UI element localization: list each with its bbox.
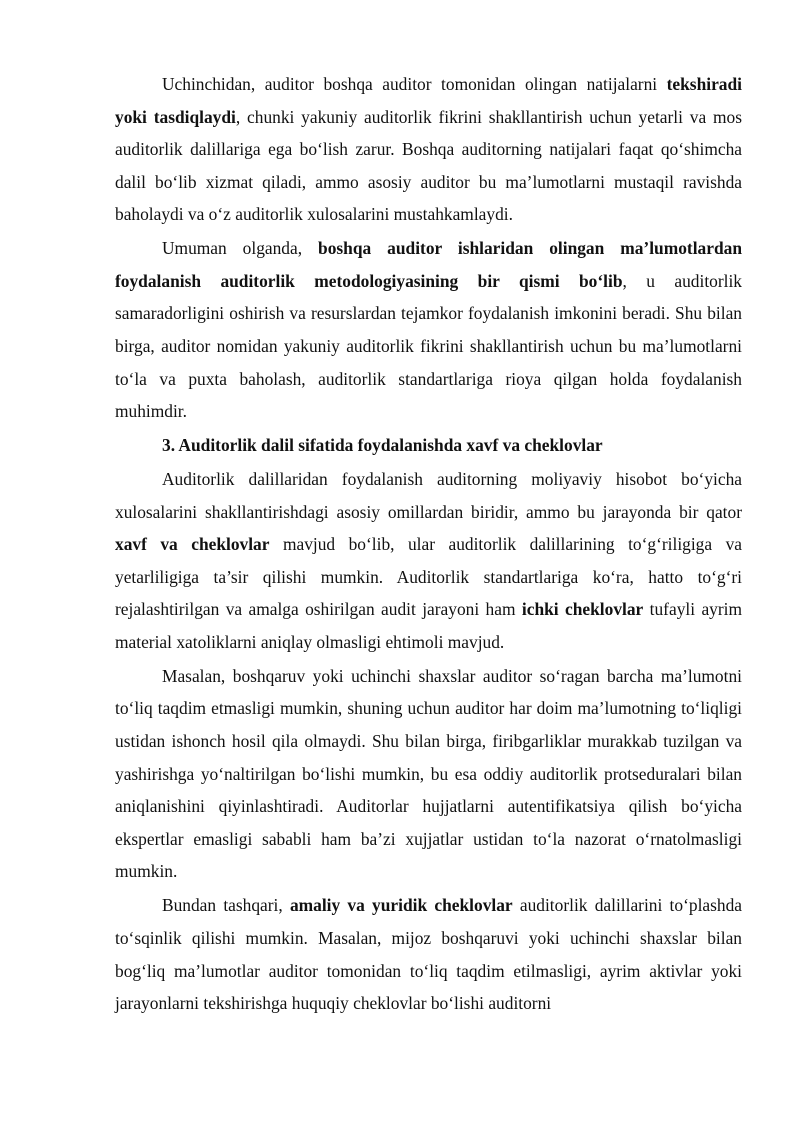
bold-text-segment: ichki cheklovlar xyxy=(521,599,644,620)
bold-text-segment: xavf va cheklovlar xyxy=(115,534,270,555)
text-segment: Umuman olganda, xyxy=(162,238,319,259)
text-segment: Uchinchidan, auditor boshqa auditor tomonidan olingan natijalarni xyxy=(162,74,667,94)
text-segment: , u auditorlik samaradorligini oshirish va resurslardan tejamkor foydalanish imkonini beradi. Shu bilan birga, auditor nomidan yakuniy auditorlik fikrini shakllantirish uchun bu ma’lumotlarni to‘la va puxta baholash, auditorlik standartlariga rioya qilgan holda foydalanish muhimdir. xyxy=(115,270,742,422)
paragraph-4 xyxy=(115,660,742,888)
document-page xyxy=(115,68,742,1021)
text-segment: mavjud bo‘lib, ular auditorlik dalillarining to‘g‘riligiga va yetarliligiga ta’sir qilishi mumkin. Auditorlik standartlariga ko‘ra, hatto to‘g‘ri rejalashtirilgan va amalga oshirilgan audit jarayoni ham xyxy=(115,534,742,620)
text-segment: tufayli ayrim material xatoliklarni aniqlay olmasligi ehtimoli mavjud. xyxy=(115,599,743,652)
bold-text-segment: amaliy va yuridik cheklovlar xyxy=(289,895,513,916)
text-segment: auditorlik dalillarini to‘plashda to‘sqinlik qilishi mumkin. Masalan, mijoz boshqaruvi yoki uchinchi shaxslar bilan bog‘liq ma’lumotlar auditor tomonidan to‘liq taqdim etilmasligi, ayrim aktivlar yoki jarayonlarni tekshirishga huquqiy cheklovlar bo‘lishi auditorni xyxy=(115,895,743,1014)
text-segment: Auditorlik dalillaridan foydalanish auditorning moliyaviy hisobot bo‘yicha xulosalarini shakllantirishdagi asosiy omillardan biridir, ammo bu jarayonda bir qator xyxy=(115,469,742,522)
bold-text-segment: tekshiradi yoki tasdiqlaydi xyxy=(115,74,742,127)
section-heading: 3. Auditorlik dalil sifatida foydalanishda xavf va cheklovlar xyxy=(162,435,603,456)
paragraph-1 xyxy=(115,68,742,231)
paragraph-5 xyxy=(115,889,742,1019)
bold-text-segment: boshqa auditor ishlaridan olingan ma’lumotlardan foydalanish auditorlik metodologiyasining bir qismi bo‘lib xyxy=(115,238,742,291)
paragraph-2 xyxy=(115,232,742,428)
text-segment: Masalan, boshqaruv yoki uchinchi shaxslar auditor so‘ragan barcha ma’lumotni to‘liq taqdim etmasligi mumkin, shuning uchun auditor har doim ma’lumotning to‘liqligi ustidan ishonch hosil qila olmaydi. Shu bilan birga, firibgarliklar murakkab tuzilgan va yashirishga yo‘naltirilgan bo‘lishi mumkin, bu esa oddiy auditorlik protseduralari bilan aniqlanishini qiyinlashtiradi. Auditorlar hujjatlarni autentifikatsiya qilish bo‘yicha ekspertlar emasligi sababli ham ba’zi xujjatlar ustidan to‘la nazorat o‘rnatolmasligi mumkin. xyxy=(115,665,742,882)
text-segment: , chunki yakuniy auditorlik fikrini shakllantirish uchun yetarli va mos auditorlik dalillariga ega bo‘lish zarur. Boshqa auditorning natijalari faqat qo‘shimcha dalil bo‘lib xizmat qiladi, ammo asosiy auditor bu ma’lumotlarni mustaqil ravishda baholaydi va o‘z auditorlik xulosalarini mustahkamlaydi. xyxy=(115,106,743,225)
paragraph-3 xyxy=(115,463,742,659)
text-segment: Bundan tashqari, xyxy=(162,895,290,916)
